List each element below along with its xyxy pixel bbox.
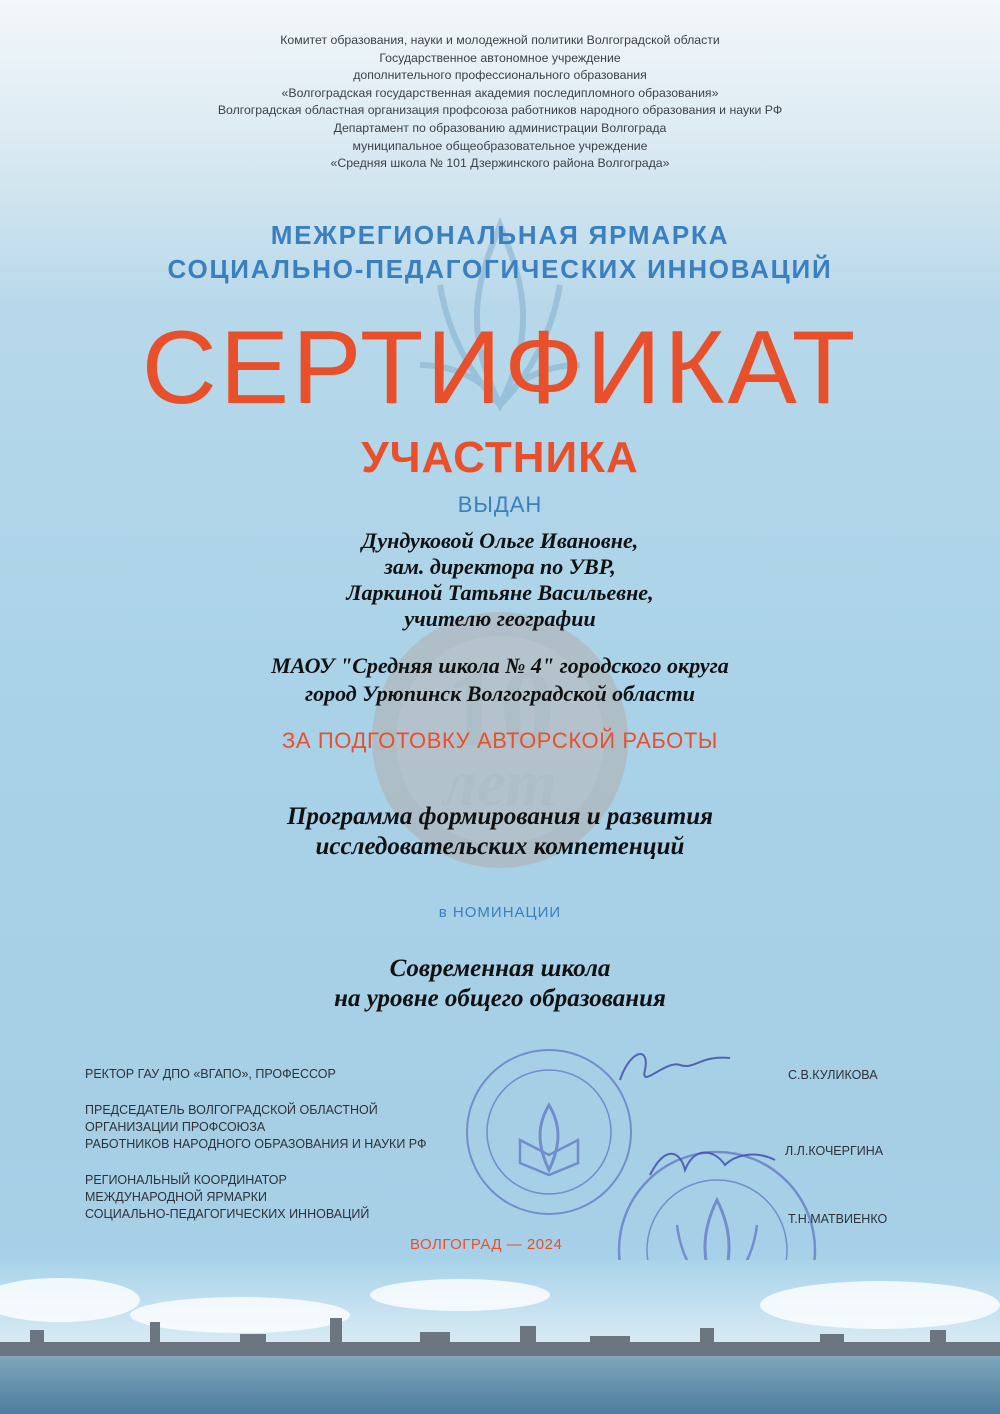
signatory-title-coordinator <box>85 1172 369 1223</box>
recipient-line: учителю географии <box>404 606 596 631</box>
recipient-line: Ларкиной Татьяне Васильевне, <box>346 580 654 605</box>
work-title <box>0 802 1000 862</box>
certificate-title: СЕРТИФИКАТ <box>141 310 859 426</box>
signatory-title-line: ПРЕДСЕДАТЕЛЬ ВОЛГОГРАДСКОЙ ОБЛАСТНОЙ <box>85 1103 378 1117</box>
organizers-header <box>0 32 1000 173</box>
fair-title-line: СОЦИАЛЬНО-ПЕДАГОГИЧЕСКИХ ИННОВАЦИЙ <box>167 254 833 284</box>
signatory-title-line: РЕКТОР ГАУ ДПО «ВГАПО», ПРОФЕССОР <box>85 1067 336 1081</box>
signatory-title-line: СОЦИАЛЬНО-ПЕДАГОГИЧЕСКИХ ИННОВАЦИЙ <box>85 1207 370 1221</box>
signatory-name: Л.Л.КОЧЕРГИНА <box>785 1144 884 1158</box>
signatory-title-chair <box>85 1102 426 1153</box>
award-reason: ЗА ПОДГОТОВКУ АВТОРСКОЙ РАБОТЫ <box>281 728 719 753</box>
nomination-label: в НОМИНАЦИИ <box>438 904 562 921</box>
header-line: дополнительного профессионального образования <box>353 68 647 83</box>
header-line: «Средняя школа № 101 Дзержинского района Волгограда» <box>330 156 670 171</box>
signatory-title-rector <box>85 1066 336 1083</box>
work-title-line: исследовательских компетенций <box>315 833 685 860</box>
signature-kulikova <box>610 1040 740 1100</box>
header-line: «Волгоградская государственная академия последипломного образования» <box>281 85 719 100</box>
issued-label: ВЫДАН <box>457 492 543 517</box>
fair-title <box>0 218 1000 286</box>
recipient-line: зам. директора по УВР, <box>384 554 616 579</box>
signatory-title-line: ОРГАНИЗАЦИИ ПРОФСОЮЗА <box>85 1120 266 1134</box>
signatory-title-line: РАБОТНИКОВ НАРОДНОГО ОБРАЗОВАНИЯ И НАУКИ РФ <box>85 1137 427 1151</box>
certificate-subtitle: УЧАСТНИКА <box>361 433 639 482</box>
signatory-name: С.В.КУЛИКОВА <box>788 1068 878 1082</box>
nomination-line: Современная школа <box>389 955 611 982</box>
fair-title-line: МЕЖРЕГИОНАЛЬНАЯ ЯРМАРКА <box>270 220 730 250</box>
city-panorama <box>0 1260 1000 1414</box>
header-line: Государственное автономное учреждение <box>379 50 621 65</box>
school-line: город Урюпинск Волгоградской области <box>304 681 696 706</box>
recipient-line: Дундуковой Ольге Ивановне, <box>361 528 639 553</box>
header-line: муниципальное общеобразовательное учреждение <box>352 138 648 153</box>
nomination-line: на уровне общего образования <box>334 985 666 1012</box>
badge-word: лет <box>443 747 557 820</box>
city-year: ВОЛГОГРАД — 2024 <box>410 1236 563 1253</box>
nomination-name <box>0 954 1000 1014</box>
signatory-title-line: РЕГИОНАЛЬНЫЙ КООРДИНАТОР <box>85 1173 287 1187</box>
signatory-title-line: МЕЖДУНАРОДНОЙ ЯРМАРКИ <box>85 1190 267 1204</box>
header-line: Департамент по образованию администрации Волгограда <box>333 120 667 135</box>
school-name <box>0 652 1000 708</box>
signatory-name: Т.Н.МАТВИЕНКО <box>788 1212 888 1226</box>
badge-number: 10 <box>445 647 555 769</box>
header-line: Волгоградская областная организация профсоюза работников народного образования и науки РФ <box>217 103 783 118</box>
header-line: Комитет образования, науки и молодежной политики Волгоградской области <box>280 33 720 47</box>
school-line: МАОУ "Средняя школа № 4" городского округа <box>271 653 729 678</box>
recipients <box>0 528 1000 632</box>
work-title-line: Программа формирования и развития <box>287 803 713 830</box>
